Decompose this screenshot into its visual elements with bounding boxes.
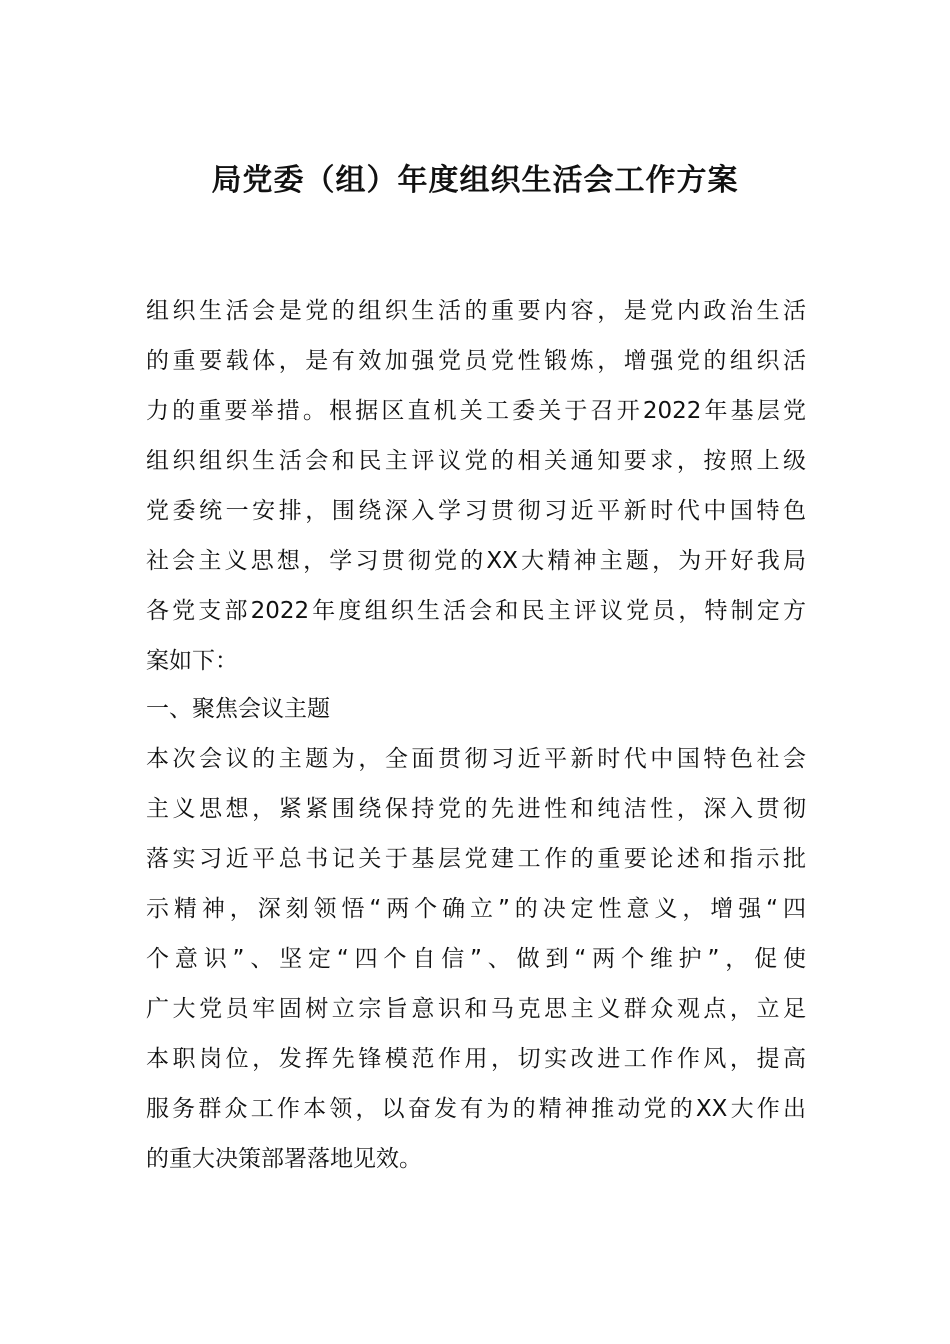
paragraph-line: 社会主义思想，学习贯彻党的XX大精神主题，为开好我局 — [146, 548, 806, 574]
paragraph-line: 广大党员牢固树立宗旨意识和马克思主义群众观点，立足 — [146, 996, 806, 1022]
paragraph-line: 的重大决策部署落地见效。 — [146, 1146, 422, 1172]
paragraph-line: 力的重要举措。根据区直机关工委关于召开2022年基层党 — [146, 398, 806, 424]
paragraph-line: 的重要载体，是有效加强党员党性锻炼，增强党的组织活 — [146, 348, 806, 374]
paragraph-line: 示精神，深刻领悟“两个确立”的决定性意义，增强“四 — [146, 896, 806, 922]
paragraph-line: 各党支部2022年度组织生活会和民主评议党员，特制定方 — [146, 598, 806, 624]
paragraph-line: 本职岗位，发挥先锋模范作用，切实改进工作作风，提高 — [146, 1046, 806, 1072]
paragraph-line: 组织生活会是党的组织生活的重要内容，是党内政治生活 — [146, 298, 806, 324]
paragraph-line: 服务群众工作本领，以奋发有为的精神推动党的XX大作出 — [146, 1096, 806, 1122]
paragraph-line: 本次会议的主题为，全面贯彻习近平新时代中国特色社会 — [146, 746, 806, 772]
paragraph-line: 主义思想，紧紧围绕保持党的先进性和纯洁性，深入贯彻 — [146, 796, 806, 822]
paragraph-line: 落实习近平总书记关于基层党建工作的重要论述和指示批 — [146, 846, 806, 872]
section-heading: 一、聚焦会议主题 — [146, 696, 330, 722]
document-title: 局党委（组）年度组织生活会工作方案 — [211, 163, 739, 198]
paragraph-line: 组织组织生活会和民主评议党的相关通知要求，按照上级 — [146, 448, 806, 474]
paragraph-line: 党委统一安排，围绕深入学习贯彻习近平新时代中国特色 — [146, 498, 806, 524]
paragraph-line: 个意识”、坚定“四个自信”、做到“两个维护”，促使 — [146, 946, 806, 972]
paragraph-line: 案如下： — [146, 648, 238, 674]
